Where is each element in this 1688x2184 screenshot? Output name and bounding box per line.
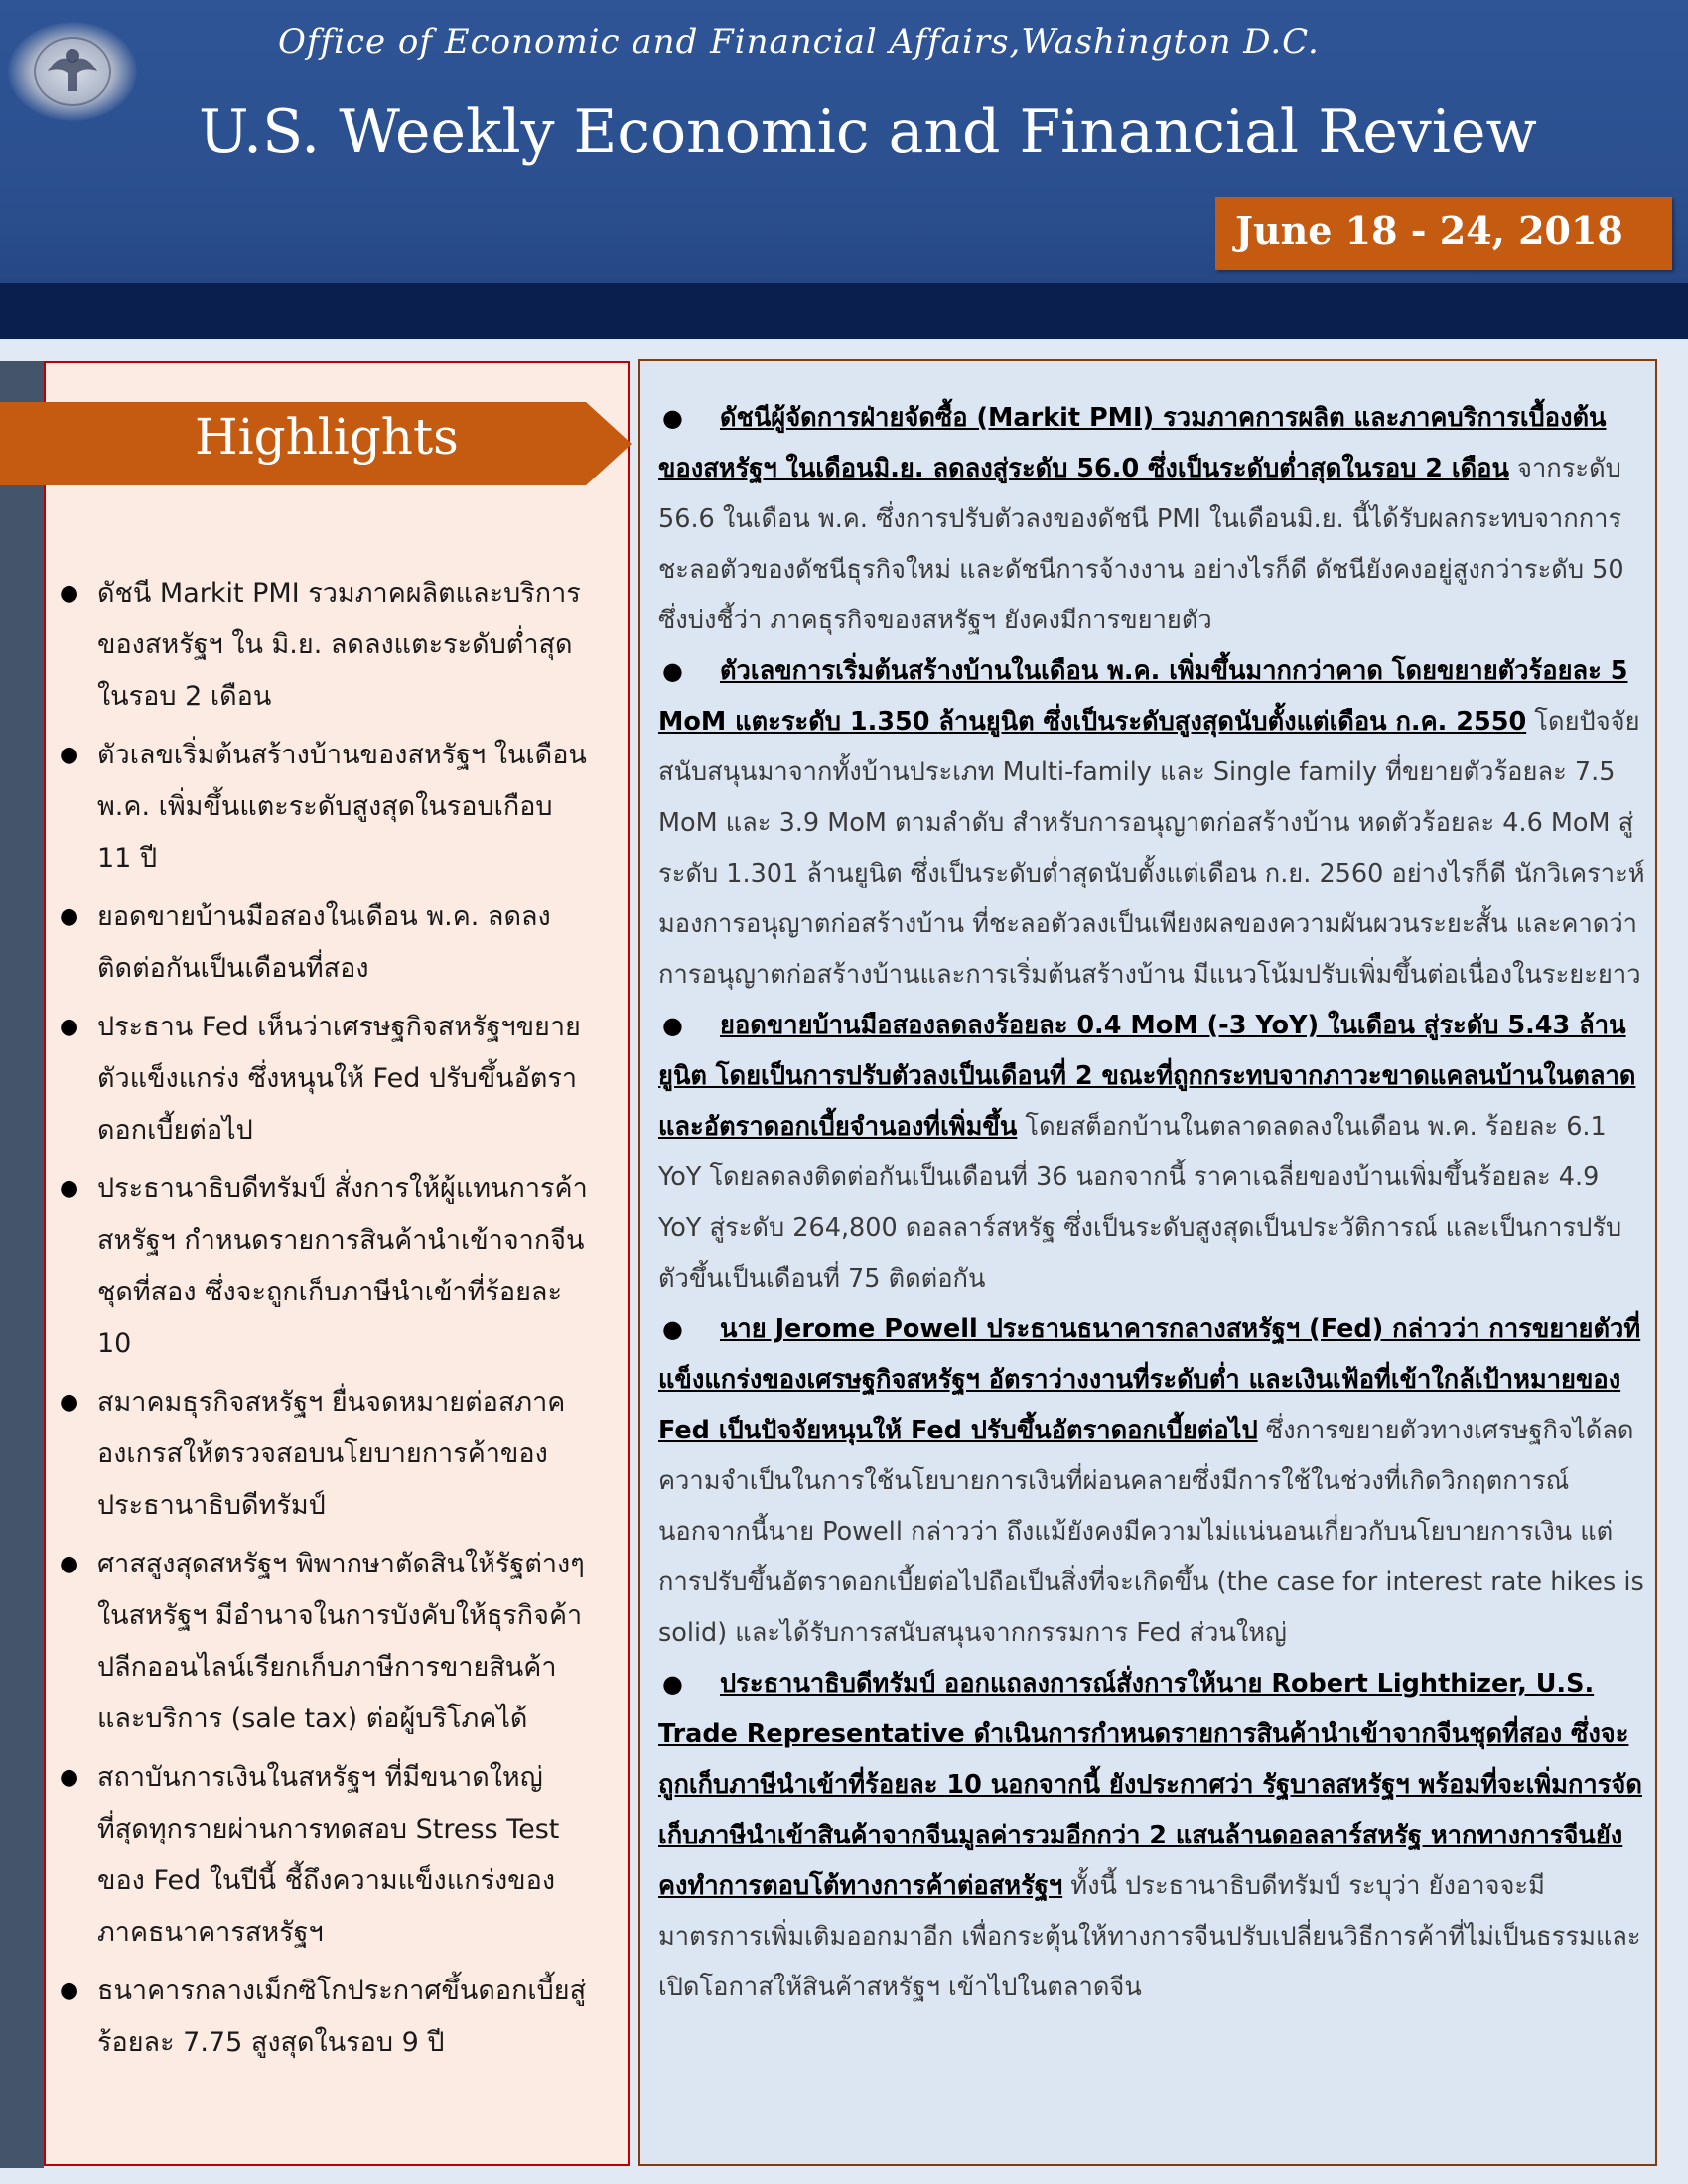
articles-body	[658, 393, 1647, 2013]
bullet-icon: ●	[662, 404, 683, 432]
highlight-item: ● สมาคมธุรกิจสหรัฐฯ ยื่นจดหมายต่อสภาคองเกรสให้ตรวจสอบนโยบายการค้าของประธานาธิบดีทรัมป์	[56, 1377, 592, 1532]
article-body: โดยสต็อกบ้านในตลาดลดลงในเดือน พ.ค. ร้อยละ 6.1 YoY โดยลดลงติดต่อกันเป็นเดือนที่ 36 นอกจากนี้ ราคาเฉลี่ยของบ้านเพิ่มขึ้นร้อยละ 4.9 YoY สู่ระดับ 264,800 ดอลลาร์สหรัฐ ซึ่งเป็นระดับสูงสุดเป็นประวัติการณ์ และเป็นการปรับตัวขึ้นเป็นเดือนที่ 75 ติดต่อกัน	[658, 1112, 1622, 1294]
bullet-icon: ●	[662, 657, 683, 685]
bullet-icon: ●	[662, 1315, 683, 1343]
header-divider-band	[0, 283, 1688, 339]
article-paragraph	[658, 1001, 1647, 1304]
highlight-item: ● ดัชนี Markit PMI รวมภาคผลิตและบริการของสหรัฐฯ ใน มิ.ย. ลดลงแตะระดับต่ำสุดในรอบ 2 เดือน	[56, 568, 592, 723]
highlight-item: ● สถาบันการเงินในสหรัฐฯ ที่มีขนาดใหญ่ที่สุดทุกรายผ่านการทดสอบ Stress Test ของ Fed ในปีนี้ ชี้ถึงความแข็งแกร่งของภาคธนาคารสหรัฐฯ	[56, 1752, 592, 1959]
article-lead: นาย Jerome Powell ประธานธนาคารกลางสหรัฐฯ (Fed) กล่าวว่า การขยายตัวที่แข็งแกร่งของเศรษฐกิจสหรัฐฯ อัตราว่างงานที่ระดับต่ำ และเงินเฟ้อที่เข้าใกล้เป้าหมายของ Fed เป็นปัจจัยหนุนให้ Fed ปรับขึ้นอัตราดอกเบี้ยต่อไป	[658, 1314, 1641, 1445]
office-name: Office of Economic and Financial Affairs,Washington D.C.	[278, 22, 1320, 62]
article-paragraph	[658, 646, 1647, 1001]
article-paragraph	[658, 393, 1647, 646]
eagle-seal-icon	[8, 22, 137, 121]
article-body: ทั้งนี้ ประธานาธิบดีทรัมป์ ระบุว่า ยังอาจจะมีมาตรการเพิ่มเติมออกมาอีก เพื่อกระตุ้นให้ทางการจีนปรับเปลี่ยนวิธีการค้าที่ไม่เป็นธรรมและเปิดโอกาสให้สินค้าสหรัฐฯ เข้าไปในตลาดจีน	[658, 1871, 1641, 2002]
article-lead: ตัวเลขการเริ่มต้นสร้างบ้านในเดือน พ.ค. เพิ่มขึ้นมากกว่าคาด โดยขยายตัวร้อยละ 5 MoM แตะระดับ 1.350 ล้านยูนิต ซึ่งเป็นระดับสูงสุดนับตั้งแต่เดือน ก.ค. 2550	[658, 656, 1628, 737]
highlights-list	[56, 568, 592, 2076]
article-lead: ดัชนีผู้จัดการฝ่ายจัดซื้อ (Markit PMI) รวมภาคการผลิต และภาคบริการเบื้องต้นของสหรัฐฯ ในเดือนมิ.ย. ลดลงสู่ระดับ 56.0 ซึ่งเป็นระดับต่ำสุดในรอบ 2 เดือน	[658, 403, 1607, 483]
bullet-icon: ●	[662, 1012, 683, 1039]
highlight-item: ● ประธานาธิบดีทรัมป์ สั่งการให้ผู้แทนการค้าสหรัฐฯ กำหนดรายการสินค้านำเข้าจากจีนชุดที่สอง ซึ่งจะถูกเก็บภาษีนำเข้าที่ร้อยละ 10	[56, 1163, 592, 1370]
article-lead: ประธานาธิบดีทรัมป์ ออกแถลงการณ์สั่งการให้นาย Robert Lighthizer, U.S. Trade Representative ดำเนินการกำหนดรายการสินค้านำเข้าจากจีนชุดที่สอง ซึ่งจะถูกเก็บภาษีนำเข้าที่ร้อยละ 10 นอกจากนี้ ยังประกาศว่า รัฐบาลสหรัฐฯ พร้อมที่จะเพิ่มการจัดเก็บภาษีนำเข้าสินค้าจากจีนมูลค่ารวมอีกกว่า 2 แสนล้านดอลลาร์สหรัฐ หากทางการจีนยังคงทำการตอบโต้ทางการค้าต่อสหรัฐฯ	[658, 1669, 1642, 1901]
highlight-item: ● ยอดขายบ้านมือสองในเดือน พ.ค. ลดลงติดต่อกันเป็นเดือนที่สอง	[56, 891, 592, 995]
page-title: U.S. Weekly Economic and Financial Review	[199, 97, 1537, 167]
highlight-item: ● ตัวเลขเริ่มต้นสร้างบ้านของสหรัฐฯ ในเดือน พ.ค. เพิ่มขึ้นแตะระดับสูงสุดในรอบเกือบ 11 ปี	[56, 730, 592, 885]
article-paragraph	[658, 1659, 1647, 2013]
bullet-icon: ●	[662, 1670, 683, 1698]
highlight-item: ● ศาสสูงสุดสหรัฐฯ พิพากษาตัดสินให้รัฐต่างๆ ในสหรัฐฯ มีอำนาจในการบังคับให้ธุรกิจค้าปลีกออนไลน์เรียกเก็บภาษีการขายสินค้าและบริการ (sale tax) ต่อผู้บริโภคได้	[56, 1539, 592, 1745]
highlight-item: ● ประธาน Fed เห็นว่าเศรษฐกิจสหรัฐฯขยายตัวแข็งแกร่ง ซึ่งหนุนให้ Fed ปรับขึ้นอัตราดอกเบี้ยต่อไป	[56, 1002, 592, 1157]
left-accent-strip	[0, 361, 44, 2168]
article-body: จากระดับ 56.6 ในเดือน พ.ค. ซึ่งการปรับตัวลงของดัชนี PMI ในเดือนมิ.ย. นี้ได้รับผลกระทบจากการชะลอตัวของดัชนีธุรกิจใหม่ และดัชนีการจ้างงาน อย่างไรก็ดี ดัชนียังคงอยู่สูงกว่าระดับ 50 ซึ่งบ่งชี้ว่า ภาคธุรกิจของสหรัฐฯ ยังคงมีการขยายตัว	[658, 454, 1624, 635]
highlight-item: ● ธนาคารกลางเม็กซิโกประกาศขึ้นดอกเบี้ยสู่ร้อยละ 7.75 สูงสุดในรอบ 9 ปี	[56, 1966, 592, 2069]
article-paragraph	[658, 1304, 1647, 1659]
page-header	[0, 0, 1688, 283]
article-body: โดยปัจจัยสนับสนุนมาจากทั้งบ้านประเภท Multi-family และ Single family ที่ขยายตัวร้อยละ 7.5 MoM และ 3.9 MoM ตามลำดับ สำหรับการอนุญาตก่อสร้างบ้าน หดตัวร้อยละ 4.6 MoM สู่ระดับ 1.301 ล้านยูนิต ซึ่งเป็นระดับต่ำสุดนับตั้งแต่เดือน ก.ย. 2560 อย่างไรก็ดี นักวิเคราะห์มองการอนุญาตก่อสร้างบ้าน ที่ชะลอตัวลงเป็นเพียงผลของความผันผวนระยะสั้น และคาดว่า การอนุญาตก่อสร้างบ้านและการเริ่มต้นสร้างบ้าน มีแนวโน้มปรับเพิ่มขึ้นต่อเนื่องในระยะยาว	[658, 707, 1645, 990]
date-range: June 18 - 24, 2018	[1235, 208, 1623, 253]
article-body: ซึ่งการขยายตัวทางเศรษฐกิจได้ลดความจำเป็นในการใช้นโยบายการเงินที่ผ่อนคลายซึ่งมีการใช้ในช่วงที่เกิดวิกฤตการณ์ นอกจากนี้นาย Powell กล่าวว่า ถึงแม้ยังคงมีความไม่แน่นอนเกี่ยวกับนโยบายการเงิน แต่การปรับขึ้นอัตราดอกเบี้ยต่อไปถือเป็นสิ่งที่จะเกิดขึ้น (the case for interest rate hikes is solid) และได้รับการสนับสนุนจากกรรมการ Fed ส่วนใหญ่	[658, 1416, 1644, 1648]
date-badge	[1215, 197, 1672, 270]
highlights-title: Highlights	[195, 408, 459, 466]
article-lead: ยอดขายบ้านมือสองลดลงร้อยละ 0.4 MoM (-3 YoY) ในเดือน สู่ระดับ 5.43 ล้านยูนิต โดยเป็นการปรับตัวลงเป็นเดือนที่ 2 ขณะที่ถูกกระทบจากภาวะขาดแคลนบ้านในตลาด และอัตราดอกเบี้ยจำนองที่เพิ่มขึ้น	[658, 1011, 1636, 1142]
